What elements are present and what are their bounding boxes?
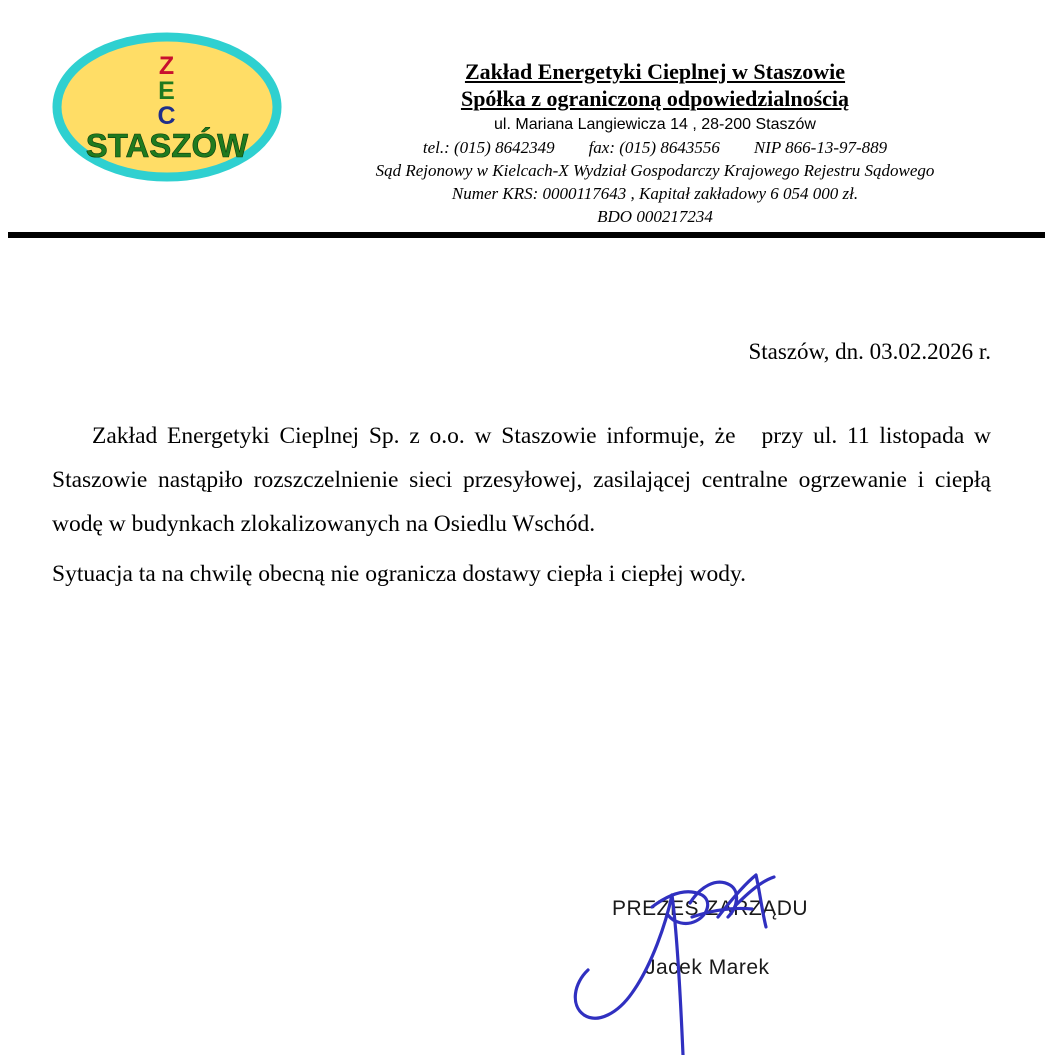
company-court-registry: Sąd Rejonowy w Kielcach-X Wydział Gospodarczy Krajowego Rejestru Sądowego [375, 161, 935, 180]
signature-block [0, 880, 1053, 1055]
logo-wordmark: STASZÓW [85, 127, 249, 164]
company-telephone: tel.: (015) 8642349 [422, 138, 555, 157]
logo-letter-c: C [157, 102, 177, 130]
company-name-line1: Zakład Energetyki Cieplnej w Staszowie [464, 59, 846, 84]
paragraph-two: Sytuacja ta na chwilę obecną nie ogranicza dostawy ciepła i ciepłej wody. [52, 561, 747, 587]
paragraph-one [52, 414, 991, 546]
signatory-name: Jacek Marek [645, 956, 770, 979]
letterhead [0, 0, 1053, 226]
paragraph-one-part-b: przy ul. 11 listopada w Staszowie nastąpiło rozszczelnienie sieci przesyłowej, zasilającej centralne ogrzewanie i ciepłą wodę w budynkach zlokalizowanych na Osiedlu Wschód. [52, 423, 991, 537]
company-fax: fax: (015) 8643556 [588, 138, 720, 157]
logo-letter-e: E [158, 77, 176, 105]
company-contact-line [290, 136, 1020, 159]
logo-letters [52, 54, 282, 129]
place-and-date: Staszów, dn. 03.02.2026 r. [748, 339, 991, 364]
company-address: ul. Mariana Langiewicza 14 , 28-200 Staszów [494, 116, 816, 133]
company-krs-capital: Numer KRS: 0000117643 , Kapitał zakładowy 6 054 000 zł. [451, 184, 859, 203]
company-details [290, 58, 1020, 228]
company-name-line2: Spółka z ograniczoną odpowiedzialnością [460, 86, 850, 111]
letter-body [0, 238, 1053, 596]
logo-letter-z: Z [158, 52, 176, 80]
handwritten-signature-icon [540, 865, 880, 1055]
company-logo [52, 32, 282, 182]
paragraph-one-part-a: Zakład Energetyki Cieplnej Sp. z o.o. w Staszowie informuje, że [92, 423, 736, 449]
signatory-title: PREZES ZARZĄDU [612, 897, 809, 920]
company-nip: NIP 866-13-97-889 [753, 138, 888, 157]
company-bdo: BDO 000217234 [597, 207, 713, 226]
